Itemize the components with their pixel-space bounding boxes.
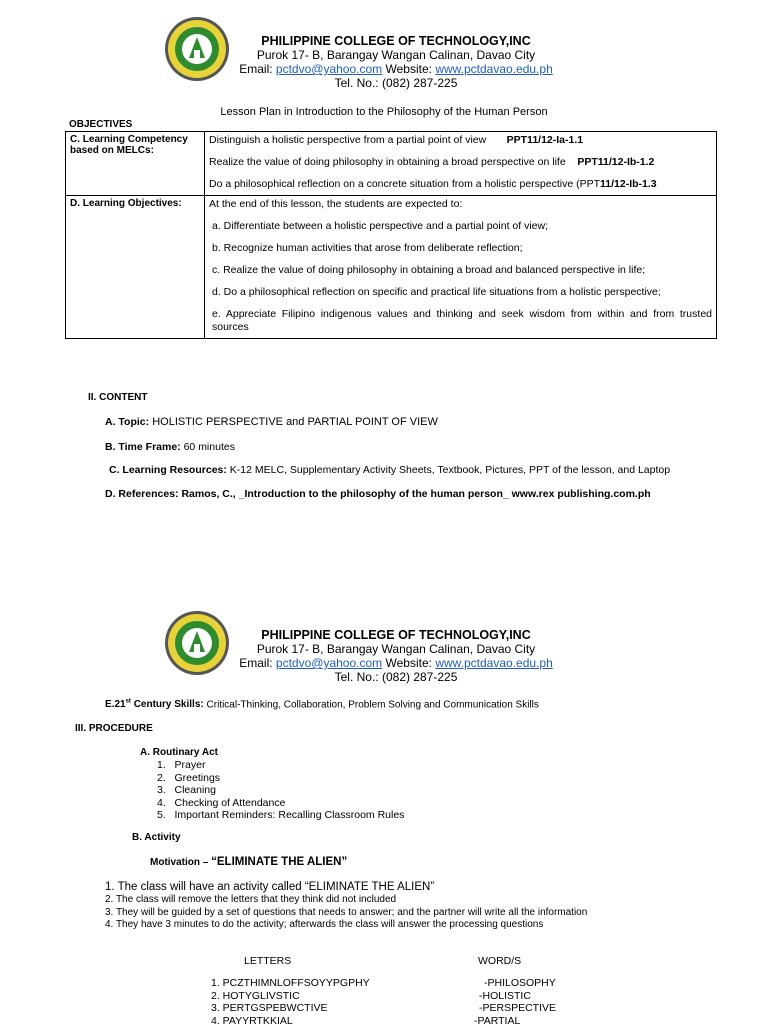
- contact-line: Email: pctdvo@yahoo.com Website: www.pctdavao.edu.ph: [0, 656, 768, 670]
- list-item: -PHILOSOPHY: [474, 977, 556, 990]
- topic-line: A. Topic: HOLISTIC PERSPECTIVE and PARTIAL POINT OF VIEW: [105, 416, 438, 428]
- list-item: 1. The class will have an activity called “ELIMINATE THE ALIEN”: [105, 880, 587, 894]
- routinary-heading: A. Routinary Act: [140, 747, 218, 758]
- competency-2: Realize the value of doing philosophy in obtaining a broad perspective on life PPT11/12-Ib-1.2: [209, 156, 712, 169]
- telephone: Tel. No.: (082) 287-225: [0, 76, 768, 90]
- learning-intro: At the end of this lesson, the students are expected to:: [209, 198, 712, 211]
- learning-item: c. Realize the value of doing philosophy in obtaining a broad and balanced perspective in life;: [209, 264, 712, 277]
- activity-heading: B. Activity: [132, 832, 181, 843]
- resources-line: C. Learning Resources: K-12 MELC, Supplementary Activity Sheets, Textbook, Pictures, PPT of the lesson, and Laptop: [109, 464, 670, 476]
- list-item: 3. PERTGSPEBWCTIVE: [211, 1002, 370, 1015]
- page-header-2: [0, 610, 768, 690]
- list-item: 1. Prayer: [157, 759, 404, 772]
- list-item: -PARTIAL: [474, 1015, 556, 1027]
- telephone: Tel. No.: (082) 287-225: [0, 670, 768, 684]
- content-heading: II. CONTENT: [88, 392, 147, 403]
- lesson-title: Lesson Plan in Introduction to the Philosophy of the Human Person: [0, 106, 768, 118]
- learning-objectives-label: D. Learning Objectives:: [66, 196, 205, 339]
- activity-steps: [105, 880, 587, 932]
- list-item: 4. They have 3 minutes to do the activity; afterwards the class will answer the processing questions: [105, 919, 587, 932]
- learning-item: d. Do a philosophical reflection on specific and practical life situations from a holistic perspective;: [209, 286, 712, 299]
- learning-item: a. Differentiate between a holistic perspective and a partial point of view;: [209, 220, 712, 233]
- list-item: 4. PAYYRTKKIAL: [211, 1015, 370, 1027]
- competency-1: Distinguish a holistic perspective from a partial point of view PPT11/12-Ia-1.1: [209, 134, 712, 147]
- objectives-table: [65, 131, 717, 339]
- email-link[interactable]: pctdvo@yahoo.com: [276, 62, 382, 76]
- routinary-list: [157, 759, 404, 822]
- email-link[interactable]: pctdvo@yahoo.com: [276, 656, 382, 670]
- list-item: 5. Important Reminders: Recalling Classroom Rules: [157, 809, 404, 822]
- motivation-line: Motivation – “ELIMINATE THE ALIEN”: [150, 856, 347, 868]
- list-item: 2. The class will remove the letters that they think did not included: [105, 894, 587, 907]
- website-link[interactable]: www.pctdavao.edu.ph: [435, 62, 552, 76]
- letters-header: LETTERS: [244, 955, 291, 968]
- list-item: -PERSPECTIVE: [474, 1002, 556, 1015]
- words-header: WORD/S: [478, 955, 521, 968]
- references-line: D. References: Ramos, C., _Introduction to the philosophy of the human person_ www.rex publishing.com.ph: [105, 488, 651, 500]
- college-name: PHILIPPINE COLLEGE OF TECHNOLOGY,INC: [0, 628, 768, 642]
- college-address: Purok 17- B, Barangay Wangan Calinan, Davao City: [0, 642, 768, 656]
- competency-label: C. Learning Competency based on MELCs:: [66, 132, 205, 196]
- list-item: 4. Checking of Attendance: [157, 797, 404, 810]
- list-item: 2. HOTYGLIVSTIC: [211, 990, 370, 1003]
- college-address: Purok 17- B, Barangay Wangan Calinan, Davao City: [0, 48, 768, 62]
- words-column: [474, 977, 556, 1027]
- website-link[interactable]: www.pctdavao.edu.ph: [435, 656, 552, 670]
- college-name: PHILIPPINE COLLEGE OF TECHNOLOGY,INC: [0, 34, 768, 48]
- skills-line: E.21st Century Skills: Critical-Thinking, Collaboration, Problem Solving and Communication Skills: [105, 699, 539, 710]
- procedure-heading: III. PROCEDURE: [75, 723, 153, 734]
- list-item: -HOLISTIC: [474, 990, 556, 1003]
- learning-objectives-cell: [205, 196, 717, 339]
- competency-row: [66, 132, 717, 196]
- list-item: 1. PCZTHIMNLOFFSOYYPGPHY: [211, 977, 370, 990]
- objectives-heading: OBJECTIVES: [69, 119, 132, 130]
- contact-line: Email: pctdvo@yahoo.com Website: www.pctdavao.edu.ph: [0, 62, 768, 76]
- letters-column: [211, 977, 370, 1027]
- competency-3: Do a philosophical reflection on a concrete situation from a holistic perspective (PPT11/12-Ib-1.3: [209, 178, 712, 191]
- list-item: 2. Greetings: [157, 772, 404, 785]
- list-item: 3. Cleaning: [157, 784, 404, 797]
- page-header-1: [0, 16, 768, 96]
- learning-item: b. Recognize human activities that arose from deliberate reflection;: [209, 242, 712, 255]
- competency-cell: [205, 132, 717, 196]
- time-frame-line: B. Time Frame: 60 minutes: [105, 441, 235, 453]
- list-item: 3. They will be guided by a set of questions that needs to answer; and the partner will write all the information: [105, 907, 587, 920]
- learning-objectives-row: [66, 196, 717, 339]
- learning-item: e. Appreciate Filipino indigenous values and thinking and seek wisdom from within and from trusted sources: [209, 308, 712, 334]
